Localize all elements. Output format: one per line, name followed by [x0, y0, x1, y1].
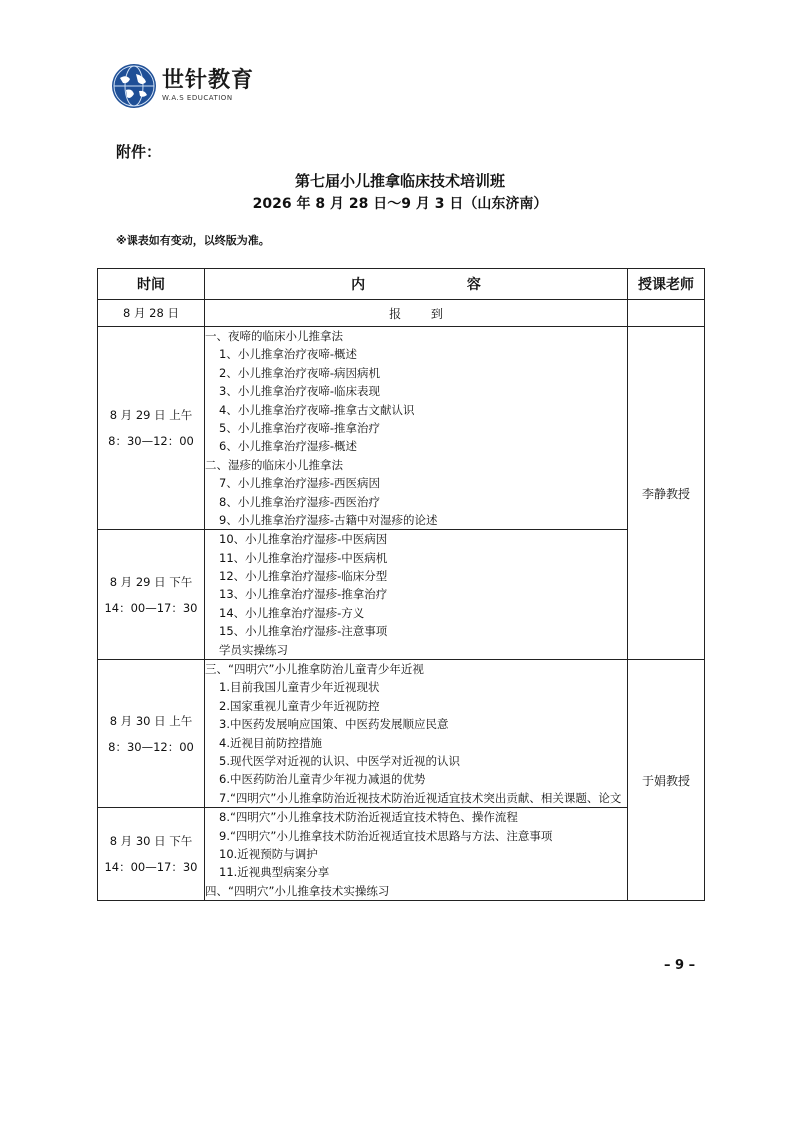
list-item: 8、小儿推拿治疗湿疹-西医治疗 [219, 494, 380, 509]
session-row [98, 530, 705, 660]
list-item: 13、小儿推拿治疗湿疹-推拿治疗 [219, 587, 388, 602]
list-item: 9、小儿推拿治疗湿疹-古籍中对湿疹的论述 [219, 512, 438, 527]
session-time [98, 660, 205, 808]
list-item: 1.目前我国儿童青少年近视现状 [219, 680, 380, 695]
list-item: 7、小儿推拿治疗湿疹-西医病因 [219, 476, 380, 491]
section-heading: 四、“四明穴”小儿推拿技术实操练习 [205, 883, 390, 898]
header-time: 时间 [98, 269, 205, 300]
document-title: 第七届小儿推拿临床技术培训班 [294, 172, 505, 190]
section-heading: 三、“四明穴”小儿推拿防治儿童青少年近视 [205, 662, 424, 677]
list-item: 4.近视目前防控措施 [219, 735, 322, 750]
logo-name-cn: 世针教育 [162, 68, 255, 93]
list-item: 11.近视典型病案分享 [219, 865, 330, 880]
header-content-char-1: 内 [351, 277, 366, 293]
logo [112, 64, 254, 108]
session-row [98, 808, 705, 901]
session-date: 8 月 30 日 上午 [109, 713, 193, 728]
schedule-note: ※课表如有变动，以终版为准。 [116, 234, 270, 247]
registration-label [205, 300, 628, 327]
session-content [205, 660, 628, 808]
session-hours: 14：00—17：30 [104, 600, 198, 615]
header-content-char-2: 容 [466, 277, 481, 293]
session-date: 8 月 29 日 上午 [109, 408, 193, 423]
page-number: – 9 – [664, 958, 696, 973]
list-item: 5.现代医学对近视的认识、中医学对近视的认识 [219, 753, 460, 768]
session-content [205, 327, 628, 530]
session-date: 8 月 30 日 下午 [109, 834, 193, 849]
list-item: 2.国家重视儿童青少年近视防控 [219, 698, 380, 713]
list-item: 3、小儿推拿治疗夜啼-临床表现 [219, 384, 380, 399]
session-time [98, 530, 205, 660]
registration-char-2: 到 [430, 306, 443, 321]
section-heading: 二、湿疹的临床小儿推拿法 [205, 457, 343, 472]
registration-row [98, 300, 705, 327]
teacher-name: 于娟教授 [628, 660, 705, 901]
session-hours: 8：30—12：00 [108, 739, 194, 754]
registration-char-1: 报 [389, 306, 402, 321]
list-item: 15、小儿推拿治疗湿疹-注意事项 [219, 624, 388, 639]
list-item: 11、小儿推拿治疗湿疹-中医病机 [219, 550, 388, 565]
teacher-name: 李静教授 [628, 327, 705, 660]
header-content [205, 269, 628, 300]
list-item: 3.中医药发展响应国策、中医药发展顺应民意 [219, 717, 449, 732]
list-item: 学员实操练习 [219, 642, 288, 657]
session-row [98, 327, 705, 530]
list-item: 2、小儿推拿治疗夜啼-病因病机 [219, 365, 380, 380]
session-row [98, 660, 705, 808]
list-item: 4、小儿推拿治疗夜啼-推拿古文献认识 [219, 402, 415, 417]
section-heading: 一、夜啼的临床小儿推拿法 [205, 329, 343, 343]
session-date: 8 月 29 日 下午 [109, 574, 193, 589]
session-time [98, 327, 205, 530]
table-header-row [98, 269, 705, 300]
session-time [98, 808, 205, 901]
list-item: 5、小儿推拿治疗夜啼-推拿治疗 [219, 420, 380, 435]
list-item: 6、小儿推拿治疗湿疹-概述 [219, 439, 357, 454]
header-teacher: 授课老师 [628, 269, 705, 300]
registration-teacher-cell [628, 300, 705, 327]
list-item: 9.“四明穴”小儿推拿技术防治近视适宜技术思路与方法、注意事项 [219, 828, 553, 843]
registration-date: 8 月 28 日 [98, 300, 205, 327]
list-item: 10.近视预防与调护 [219, 846, 318, 861]
document-subtitle: 2026 年 8 月 28 日～9 月 3 日（山东济南） [252, 196, 548, 212]
logo-name-en: W.A.S EDUCATION [162, 94, 233, 102]
list-item: 8.“四明穴”小儿推拿技术防治近视适宜技术特色、操作流程 [219, 810, 518, 825]
session-hours: 14：00—17：30 [104, 860, 198, 875]
schedule-table [97, 268, 705, 901]
session-content [205, 808, 628, 901]
list-item: 6.中医药防治儿童青少年视力减退的优势 [219, 772, 426, 787]
attachment-label: 附件： [116, 143, 162, 161]
list-item: 7.“四明穴”小儿推拿防治近视技术防治近视适宜技术突出贡献、相关课题、论文 [219, 790, 622, 805]
session-content [205, 530, 628, 660]
globe-logo-icon [112, 64, 156, 108]
session-hours: 8：30—12：00 [108, 434, 194, 449]
list-item: 10、小儿推拿治疗湿疹-中医病因 [219, 532, 388, 547]
list-item: 12、小儿推拿治疗湿疹-临床分型 [219, 569, 388, 584]
list-item: 1、小儿推拿治疗夜啼-概述 [219, 347, 357, 362]
list-item: 14、小儿推拿治疗湿疹-方义 [219, 605, 365, 620]
